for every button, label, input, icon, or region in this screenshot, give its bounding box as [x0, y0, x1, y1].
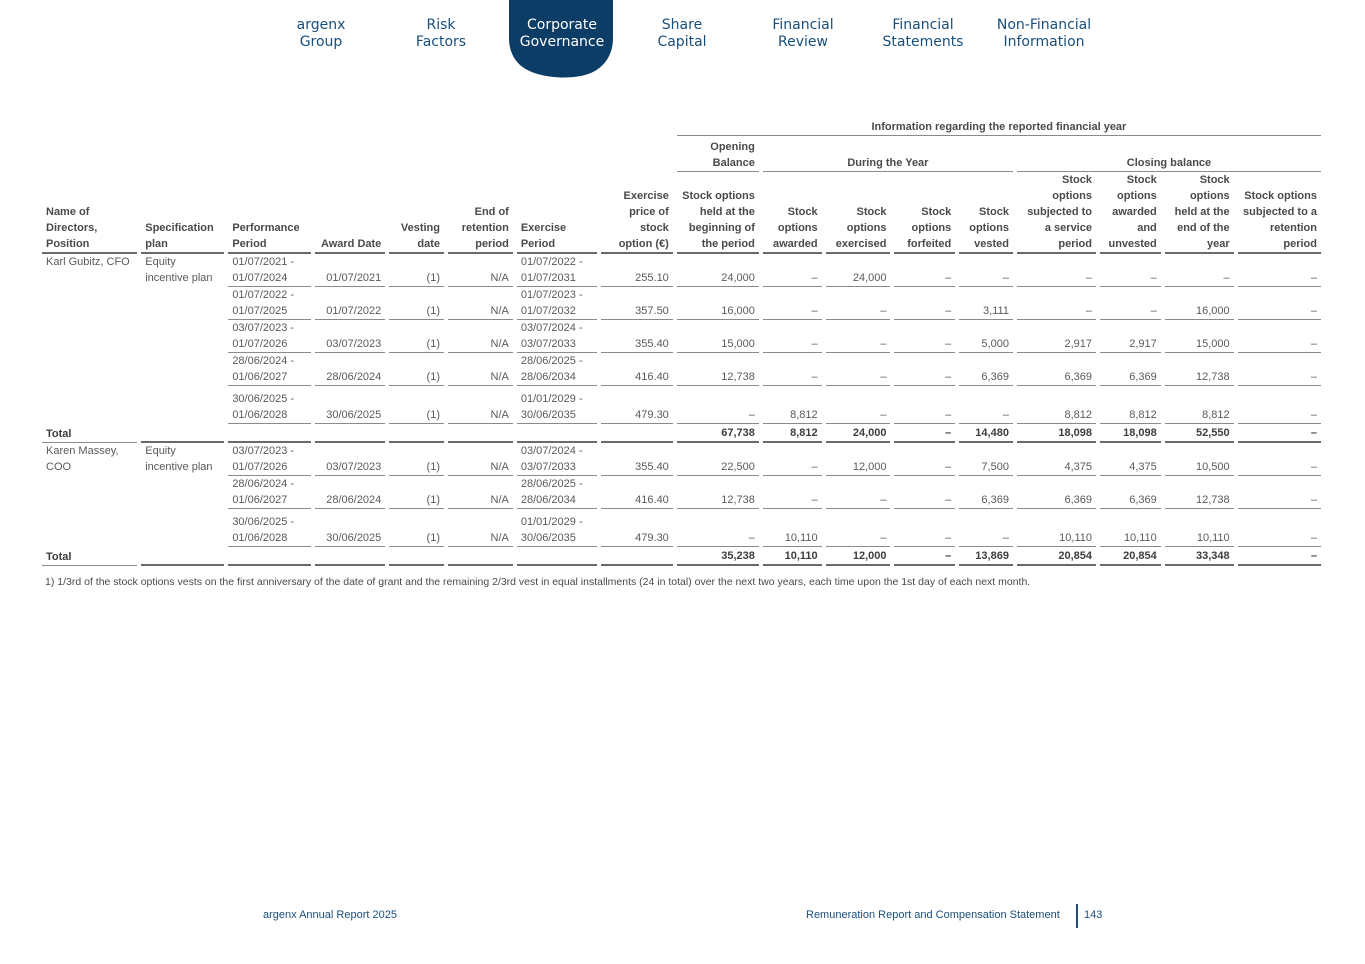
- cell-service-period: 4,375: [1017, 443, 1096, 476]
- cell-held-end: 8,812: [1165, 386, 1234, 424]
- col-header-award-date: Award Date: [315, 172, 385, 254]
- cell-performance-period: 30/06/2025 - 01/06/2028: [228, 386, 311, 424]
- cell-vested: 6,369: [959, 353, 1013, 386]
- cell-awarded: –: [763, 287, 822, 320]
- col-header-exercise-price: Exercise price of stock option (€): [601, 172, 673, 254]
- top-navigation: [0, 0, 1365, 80]
- cell-retention-period: –: [1238, 287, 1321, 320]
- footer-report-title: argenx Annual Report 2025: [263, 909, 397, 921]
- cell-vesting-date: (1): [389, 287, 444, 320]
- cell-retention-period: –: [1238, 443, 1321, 476]
- nav-tab-financial-statements[interactable]: Financial Statements: [882, 17, 964, 50]
- table-row: [42, 476, 1321, 509]
- cell-exercise-period: 03/07/2024 - 03/07/2033: [517, 320, 597, 353]
- cell-vesting-date: (1): [389, 509, 444, 547]
- cell-held-beginning: –: [677, 509, 759, 547]
- cell-exercise-period: 01/01/2029 - 30/06/2035: [517, 509, 597, 547]
- total-label: Total: [42, 547, 137, 566]
- plan-name: Equity incentive plan: [145, 256, 213, 284]
- cell-performance-period: 28/06/2024 - 01/06/2027: [228, 476, 311, 509]
- cell-exercise-price: 357.50: [601, 287, 673, 320]
- total-held-end: 52,550: [1165, 424, 1234, 443]
- cell-awarded: 8,812: [763, 386, 822, 424]
- cell-service-period: 6,369: [1017, 476, 1096, 509]
- total-empty-cell: [517, 424, 597, 443]
- table-row: [42, 443, 1321, 476]
- cell-retention-end: N/A: [448, 320, 513, 353]
- cell-award-date: 03/07/2023: [315, 320, 385, 353]
- total-retention-period: –: [1238, 547, 1321, 566]
- cell-retention-end: N/A: [448, 443, 513, 476]
- total-empty-cell: [601, 424, 673, 443]
- cell-held-end: –: [1165, 254, 1234, 287]
- cell-retention-end: N/A: [448, 254, 513, 287]
- col-header-exercised: Stock options exercised: [826, 172, 891, 254]
- cell-vested: –: [959, 386, 1013, 424]
- total-vested: 13,869: [959, 547, 1013, 566]
- cell-service-period: 6,369: [1017, 353, 1096, 386]
- total-empty-cell: [448, 424, 513, 443]
- cell-held-beginning: 24,000: [677, 254, 759, 287]
- cell-service-period: 2,917: [1017, 320, 1096, 353]
- cell-exercise-price: 416.40: [601, 476, 673, 509]
- total-held-beginning: 67,738: [677, 424, 759, 443]
- director-name: Karen Massey, COO: [46, 445, 119, 473]
- cell-service-period: 10,110: [1017, 509, 1096, 547]
- cell-performance-period: 01/07/2022 - 01/07/2025: [228, 287, 311, 320]
- cell-awarded-unvested: 8,812: [1100, 386, 1161, 424]
- total-empty-cell: [601, 547, 673, 566]
- col-header-awarded: Stock options awarded: [763, 172, 822, 254]
- total-empty-cell: [389, 547, 444, 566]
- total-vested: 14,480: [959, 424, 1013, 443]
- cell-retention-period: –: [1238, 254, 1321, 287]
- cell-exercise-period: 28/06/2025 - 28/06/2034: [517, 476, 597, 509]
- footnote: 1) 1/3rd of the stock options vests on the first anniversary of the date of grant and the remaining 2/3rd vest in equal installments (24 in total) over the next two years, each time upon the 1st day of each next month.: [45, 576, 1031, 588]
- cell-exercised: –: [826, 386, 891, 424]
- cell-exercise-price: 355.40: [601, 443, 673, 476]
- col-header-held-beginning: Stock options held at the beginning of the period: [677, 172, 759, 254]
- cell-vested: 5,000: [959, 320, 1013, 353]
- total-exercised: 24,000: [826, 424, 891, 443]
- cell-held-beginning: 22,500: [677, 443, 759, 476]
- cell-service-period: –: [1017, 287, 1096, 320]
- cell-awarded-unvested: 4,375: [1100, 443, 1161, 476]
- total-empty-cell: [448, 547, 513, 566]
- cell-forfeited: –: [894, 353, 955, 386]
- total-forfeited: –: [894, 424, 955, 443]
- cell-retention-end: N/A: [448, 476, 513, 509]
- col-header-name: Name of Directors, Position: [42, 172, 137, 254]
- cell-held-beginning: –: [677, 386, 759, 424]
- table-row: [42, 320, 1321, 353]
- cell-awarded-unvested: 2,917: [1100, 320, 1161, 353]
- cell-service-period: 8,812: [1017, 386, 1096, 424]
- col-header-performance-period: Performance Period: [228, 172, 311, 254]
- total-service-period: 20,854: [1017, 547, 1096, 566]
- cell-exercised: –: [826, 509, 891, 547]
- cell-awarded: –: [763, 320, 822, 353]
- cell-award-date: 01/07/2021: [315, 254, 385, 287]
- cell-exercise-price: 479.30: [601, 386, 673, 424]
- cell-forfeited: –: [894, 320, 955, 353]
- total-held-beginning: 35,238: [677, 547, 759, 566]
- col-header-service-period: Stock options subjected to a service period: [1017, 172, 1096, 254]
- cell-retention-period: –: [1238, 386, 1321, 424]
- cell-held-beginning: 12,738: [677, 476, 759, 509]
- cell-exercised: 12,000: [826, 443, 891, 476]
- cell-awarded-unvested: 6,369: [1100, 476, 1161, 509]
- total-awarded-unvested: 20,854: [1100, 547, 1161, 566]
- cell-exercise-period: 01/01/2029 - 30/06/2035: [517, 386, 597, 424]
- cell-awarded-unvested: –: [1100, 254, 1161, 287]
- total-forfeited: –: [894, 547, 955, 566]
- cell-forfeited: –: [894, 476, 955, 509]
- cell-forfeited: –: [894, 386, 955, 424]
- cell-awarded: –: [763, 443, 822, 476]
- cell-exercise-period: 01/07/2022 - 01/07/2031: [517, 254, 597, 287]
- total-row: [42, 547, 1321, 566]
- cell-vesting-date: (1): [389, 353, 444, 386]
- nav-tab-risk-factors[interactable]: Risk Factors: [415, 17, 467, 50]
- cell-award-date: 28/06/2024: [315, 353, 385, 386]
- cell-vested: 6,369: [959, 476, 1013, 509]
- total-empty-cell: [517, 547, 597, 566]
- cell-held-end: 10,110: [1165, 509, 1234, 547]
- cell-retention-end: N/A: [448, 386, 513, 424]
- nav-tab-non-financial-information[interactable]: Non-Financial Information: [996, 17, 1092, 50]
- cell-forfeited: –: [894, 443, 955, 476]
- total-held-end: 33,348: [1165, 547, 1234, 566]
- cell-exercised: 24,000: [826, 254, 891, 287]
- cell-exercise-period: 03/07/2024 - 03/07/2033: [517, 443, 597, 476]
- subgroup-closing-balance: Closing balance: [1017, 136, 1321, 172]
- cell-performance-period: 30/06/2025 - 01/06/2028: [228, 509, 311, 547]
- cell-award-date: 30/06/2025: [315, 386, 385, 424]
- cell-vesting-date: (1): [389, 476, 444, 509]
- footer-section-title: Remuneration Report and Compensation Statement: [806, 909, 1060, 921]
- cell-held-end: 16,000: [1165, 287, 1234, 320]
- total-empty-cell: [228, 547, 311, 566]
- cell-held-end: 15,000: [1165, 320, 1234, 353]
- cell-exercised: –: [826, 287, 891, 320]
- total-service-period: 18,098: [1017, 424, 1096, 443]
- cell-award-date: 01/07/2022: [315, 287, 385, 320]
- total-label: Total: [42, 424, 137, 443]
- cell-awarded: –: [763, 476, 822, 509]
- cell-exercise-price: 416.40: [601, 353, 673, 386]
- cell-held-beginning: 12,738: [677, 353, 759, 386]
- cell-held-beginning: 15,000: [677, 320, 759, 353]
- cell-forfeited: –: [894, 287, 955, 320]
- cell-forfeited: –: [894, 509, 955, 547]
- cell-vested: 7,500: [959, 443, 1013, 476]
- col-header-plan: Specification plan: [141, 172, 224, 254]
- cell-award-date: 30/06/2025: [315, 509, 385, 547]
- table-row: [42, 509, 1321, 547]
- cell-performance-period: 01/07/2021 - 01/07/2024: [228, 254, 311, 287]
- cell-exercised: –: [826, 476, 891, 509]
- col-header-exercise-period: Exercise Period: [517, 172, 597, 254]
- cell-held-end: 10,500: [1165, 443, 1234, 476]
- cell-exercise-period: 28/06/2025 - 28/06/2034: [517, 353, 597, 386]
- total-empty-cell: [315, 547, 385, 566]
- subgroup-during-year: During the Year: [763, 136, 1013, 172]
- total-row: [42, 424, 1321, 443]
- cell-vesting-date: (1): [389, 443, 444, 476]
- plan-name: Equity incentive plan: [145, 445, 213, 473]
- col-header-vested: Stock options vested: [959, 172, 1013, 254]
- total-empty-cell: [315, 424, 385, 443]
- cell-held-end: 12,738: [1165, 476, 1234, 509]
- cell-awarded-unvested: 6,369: [1100, 353, 1161, 386]
- cell-retention-period: –: [1238, 509, 1321, 547]
- nav-tab-financial-review[interactable]: Financial Review: [772, 17, 834, 50]
- cell-awarded: –: [763, 254, 822, 287]
- cell-awarded-unvested: 10,110: [1100, 509, 1161, 547]
- subgroup-opening-balance: Opening Balance: [677, 136, 759, 172]
- col-header-forfeited: Stock options forfeited: [894, 172, 955, 254]
- total-exercised: 12,000: [826, 547, 891, 566]
- cell-retention-period: –: [1238, 320, 1321, 353]
- total-awarded: 8,812: [763, 424, 822, 443]
- group-header-reported-year: Information regarding the reported financial year: [677, 116, 1321, 136]
- total-empty-cell: [389, 424, 444, 443]
- cell-retention-end: N/A: [448, 287, 513, 320]
- cell-awarded: –: [763, 353, 822, 386]
- cell-exercise-period: 01/07/2023 - 01/07/2032: [517, 287, 597, 320]
- cell-exercise-price: 355.40: [601, 320, 673, 353]
- nav-tab-corporate-governance[interactable]: Corporate Governance: [519, 17, 605, 50]
- cell-retention-end: N/A: [448, 509, 513, 547]
- col-header-retention-end: End of retention period: [448, 172, 513, 254]
- table-row: [42, 353, 1321, 386]
- total-empty-cell: [141, 424, 224, 443]
- cell-awarded-unvested: –: [1100, 287, 1161, 320]
- cell-vesting-date: (1): [389, 320, 444, 353]
- cell-exercise-price: 479.30: [601, 509, 673, 547]
- cell-retention-period: –: [1238, 353, 1321, 386]
- cell-vested: 3,111: [959, 287, 1013, 320]
- table-body: [42, 254, 1321, 566]
- cell-vested: –: [959, 509, 1013, 547]
- cell-vesting-date: (1): [389, 254, 444, 287]
- cell-retention-period: –: [1238, 476, 1321, 509]
- cell-vested: –: [959, 254, 1013, 287]
- cell-exercised: –: [826, 353, 891, 386]
- total-empty-cell: [228, 424, 311, 443]
- total-awarded-unvested: 18,098: [1100, 424, 1161, 443]
- total-retention-period: –: [1238, 424, 1321, 443]
- cell-award-date: 28/06/2024: [315, 476, 385, 509]
- cell-held-beginning: 16,000: [677, 287, 759, 320]
- nav-tab-argenx-group[interactable]: argenx Group: [296, 17, 346, 50]
- cell-vesting-date: (1): [389, 386, 444, 424]
- col-header-retention-period: Stock options subjected to a retention period: [1238, 172, 1321, 254]
- total-awarded: 10,110: [763, 547, 822, 566]
- stock-options-table: [38, 116, 1325, 566]
- stock-options-table-wrapper: [42, 116, 1325, 566]
- cell-awarded: 10,110: [763, 509, 822, 547]
- table-row: [42, 287, 1321, 320]
- cell-performance-period: 03/07/2023 - 01/07/2026: [228, 443, 311, 476]
- cell-award-date: 03/07/2023: [315, 443, 385, 476]
- cell-exercise-price: 255.10: [601, 254, 673, 287]
- cell-performance-period: 28/06/2024 - 01/06/2027: [228, 353, 311, 386]
- col-header-held-end: Stock options held at the end of the year: [1165, 172, 1234, 254]
- cell-held-end: 12,738: [1165, 353, 1234, 386]
- page-number: 143: [1084, 909, 1103, 921]
- footer-divider: [1076, 904, 1078, 928]
- cell-forfeited: –: [894, 254, 955, 287]
- total-empty-cell: [141, 547, 224, 566]
- cell-retention-end: N/A: [448, 353, 513, 386]
- table-row: [42, 386, 1321, 424]
- cell-service-period: –: [1017, 254, 1096, 287]
- director-name: Karl Gubitz, CFO: [46, 256, 130, 268]
- nav-tab-share-capital[interactable]: Share Capital: [657, 17, 707, 50]
- col-header-vesting-date: Vesting date: [389, 172, 444, 254]
- cell-exercised: –: [826, 320, 891, 353]
- table-row: [42, 254, 1321, 287]
- col-header-awarded-unvested: Stock options awarded and unvested: [1100, 172, 1161, 254]
- cell-performance-period: 03/07/2023 - 01/07/2026: [228, 320, 311, 353]
